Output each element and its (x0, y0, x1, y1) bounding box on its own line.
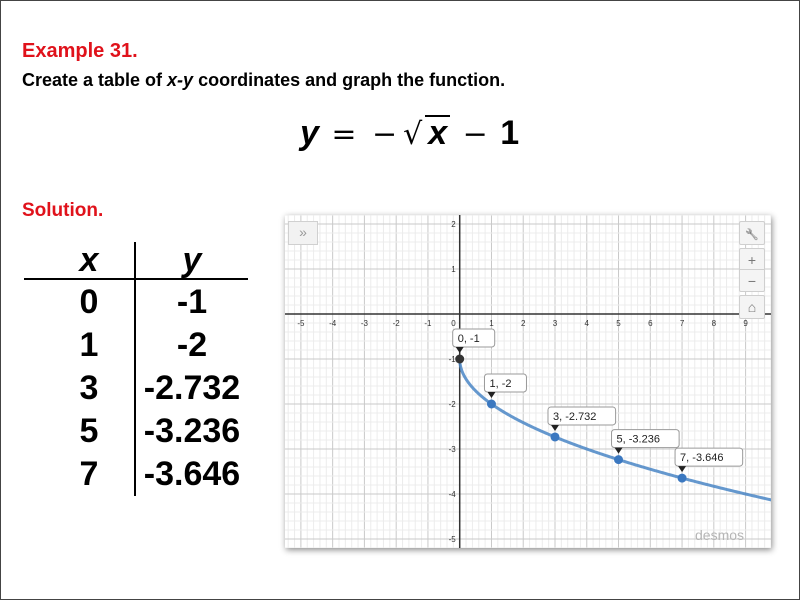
default-viewport-button[interactable] (739, 295, 765, 319)
expand-expressions-button[interactable] (288, 221, 318, 245)
point-label: 7, -3.646 (680, 452, 724, 465)
x-tick-label: 1 (489, 319, 494, 328)
x-tick-label: 7 (679, 319, 685, 328)
point-label-pointer (551, 425, 559, 431)
x-tick-label: -5 (297, 319, 305, 328)
x-tick-label: -2 (392, 319, 400, 328)
x-tick-label: 5 (616, 319, 621, 328)
y-tick-label: -2 (448, 400, 456, 409)
table-cell-y: -1 (176, 283, 208, 321)
instruction-part1: Create a table of (22, 70, 168, 90)
point-label: 1, -2 (489, 378, 512, 390)
example-title: Example 31. (22, 40, 138, 62)
y-tick-label: -1 (448, 355, 456, 364)
table-cell-y: -2.732 (143, 369, 241, 407)
data-point (551, 432, 560, 441)
zoom-out-button[interactable] (739, 269, 765, 292)
minus-icon: − (747, 273, 757, 289)
data-point (614, 455, 623, 464)
x-tick-label: -4 (329, 319, 337, 328)
instruction-part2: coordinates and graph the function. (193, 70, 506, 90)
plus-icon: + (747, 252, 757, 268)
table-header-x: x (79, 241, 99, 279)
xy-table (24, 240, 248, 496)
home-icon: ⌂ (747, 299, 757, 315)
table-cell-y: -3.646 (143, 455, 241, 493)
x-tick-label: 3 (552, 319, 558, 328)
point-label: 0, -1 (457, 333, 480, 345)
x-tick-label: 9 (743, 319, 748, 328)
function-equation (300, 114, 519, 153)
x-tick-label: -3 (360, 319, 368, 328)
radical-sign: √ (403, 117, 423, 152)
point-label-pointer (678, 466, 686, 472)
table-cell-x: 5 (79, 412, 99, 450)
y-tick-label: -3 (448, 445, 456, 454)
data-point (678, 474, 687, 483)
table-header-y: y (182, 241, 202, 279)
table-cell-x: 3 (79, 369, 99, 407)
solution-label: Solution. (22, 200, 104, 221)
equation-constant: 1 (500, 114, 520, 152)
zoom-in-button[interactable] (739, 248, 765, 270)
equation-equals: = (331, 117, 357, 152)
origin-label: 0 (451, 319, 456, 328)
table-cell-y: -2 (176, 326, 208, 364)
equation-lhs: y (300, 114, 319, 152)
equation-minus-2: − (462, 117, 488, 152)
x-tick-label: 4 (584, 319, 589, 328)
y-tick-label: 1 (451, 265, 456, 274)
point-label: 3, -2.732 (553, 410, 597, 423)
x-tick-label: 2 (521, 319, 526, 328)
x-tick-label: 8 (711, 319, 717, 328)
wrench-icon: 🔧 (745, 229, 759, 241)
table-cell-x: 1 (79, 326, 99, 364)
point-label: 5, -3.236 (616, 433, 660, 446)
instruction-variables: x-y (167, 70, 194, 90)
instruction-text (22, 70, 505, 91)
graph-settings-button[interactable] (739, 221, 765, 245)
equation-minus: − (371, 117, 398, 152)
y-tick-label: -4 (448, 490, 456, 499)
x-tick-label: -1 (424, 319, 432, 328)
table-cell-x: 0 (79, 283, 99, 321)
graph-canvas[interactable] (285, 215, 771, 548)
desmos-watermark: desmos (695, 527, 745, 543)
double-chevron-right-icon: » (299, 224, 307, 240)
data-point (455, 355, 464, 364)
table-cell-y: -3.236 (143, 412, 241, 450)
y-tick-label: -5 (448, 535, 456, 544)
y-tick-label: 2 (451, 220, 456, 229)
data-point (487, 400, 496, 409)
point-label-pointer (615, 448, 623, 454)
equation-radicand: x (425, 115, 450, 149)
table-cell-x: 7 (79, 455, 99, 493)
graph-panel[interactable] (285, 215, 771, 548)
x-tick-label: 6 (648, 319, 653, 328)
